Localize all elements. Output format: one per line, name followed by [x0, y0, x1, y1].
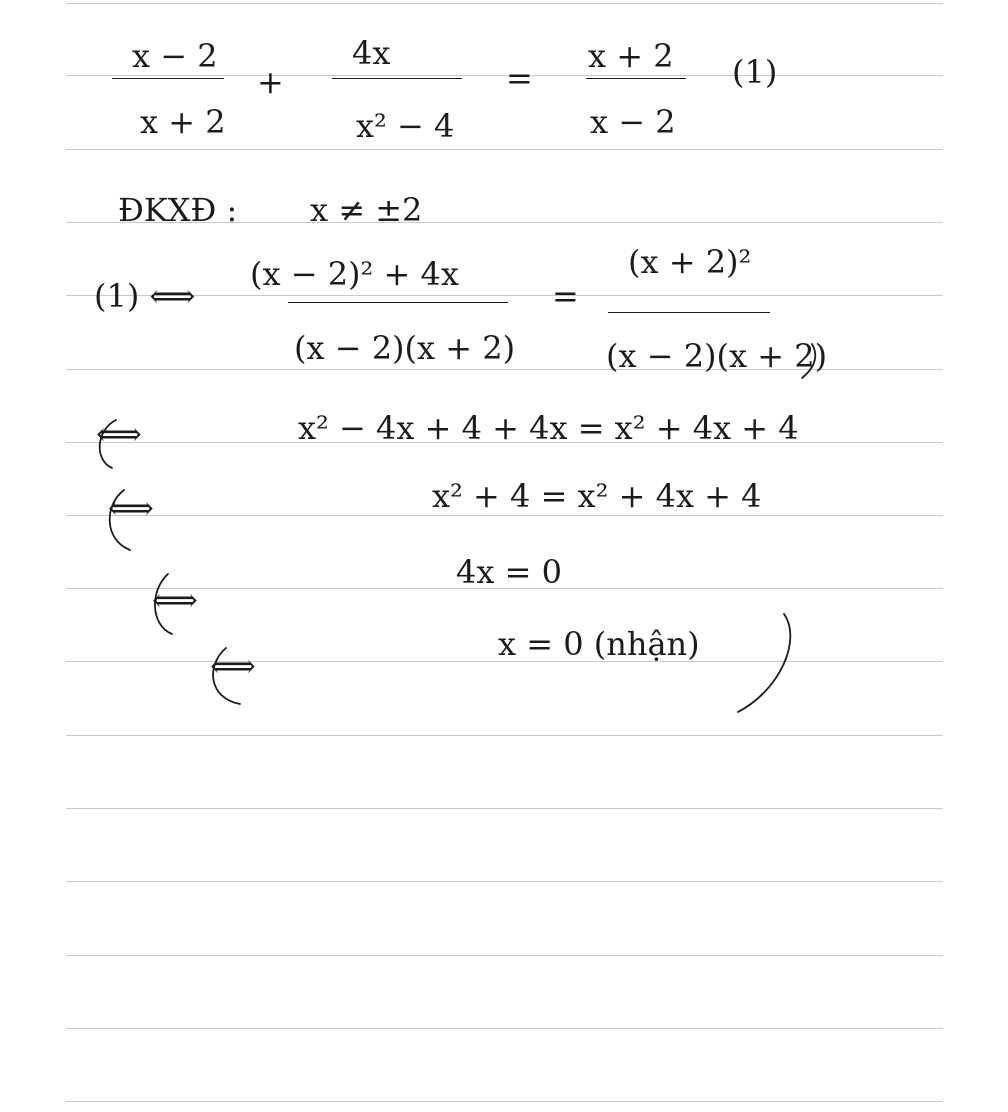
ruled-line	[66, 295, 943, 296]
step1-equals: =	[552, 277, 579, 315]
step5-expression: x = 0 (nhận)	[498, 625, 700, 663]
step4-expression: 4x = 0	[456, 553, 562, 591]
step-arrow: ⟺	[152, 581, 198, 619]
step1-rhs-bar	[608, 312, 770, 313]
frac1-numerator: x − 2	[132, 37, 218, 75]
rhs-bar	[586, 78, 686, 79]
step1-lhs-denominator: (x − 2)(x + 2)	[294, 329, 516, 367]
frac2-numerator: 4x	[352, 34, 391, 72]
frac1-denominator: x + 2	[140, 103, 226, 141]
rhs-numerator: x + 2	[588, 37, 674, 75]
step3-expression: x² + 4 = x² + 4x + 4	[432, 477, 762, 515]
ruled-line	[66, 1028, 943, 1029]
step2-expression: x² − 4x + 4 + 4x = x² + 4x + 4	[298, 409, 799, 447]
ruled-line	[66, 515, 943, 516]
step1-rhs-numerator: (x + 2)²	[628, 243, 752, 281]
frac2-bar	[332, 78, 462, 79]
ruled-line	[66, 1101, 943, 1102]
ruled-line	[66, 808, 943, 809]
step1-lhs-numerator: (x − 2)² + 4x	[250, 255, 459, 293]
step-arrow: ⟺	[108, 489, 154, 527]
step1-rhs-denominator: (x − 2)(x + 2)	[606, 337, 828, 375]
frac2-denominator: x² − 4	[356, 107, 455, 145]
ruled-line	[66, 149, 943, 150]
condition-value: x ≠ ±2	[310, 191, 423, 229]
ruled-line	[66, 955, 943, 956]
condition-label: ĐKXĐ :	[118, 191, 238, 229]
ruled-line	[66, 3, 943, 4]
plus-sign: +	[257, 63, 284, 101]
equation-label: (1)	[732, 53, 778, 91]
step1-lhs-bar	[288, 302, 508, 303]
closing-paren-stroke	[738, 614, 790, 712]
ruled-line	[66, 735, 943, 736]
frac1-bar	[112, 78, 224, 79]
step-arrow: (1) ⟺	[94, 277, 196, 315]
rhs-denominator: x − 2	[590, 103, 676, 141]
equals-sign: =	[506, 59, 533, 97]
step-arrow: ⟺	[210, 647, 256, 685]
ruled-line	[66, 881, 943, 882]
step-arrow: ⟺	[96, 415, 142, 453]
ruled-line	[66, 75, 943, 76]
